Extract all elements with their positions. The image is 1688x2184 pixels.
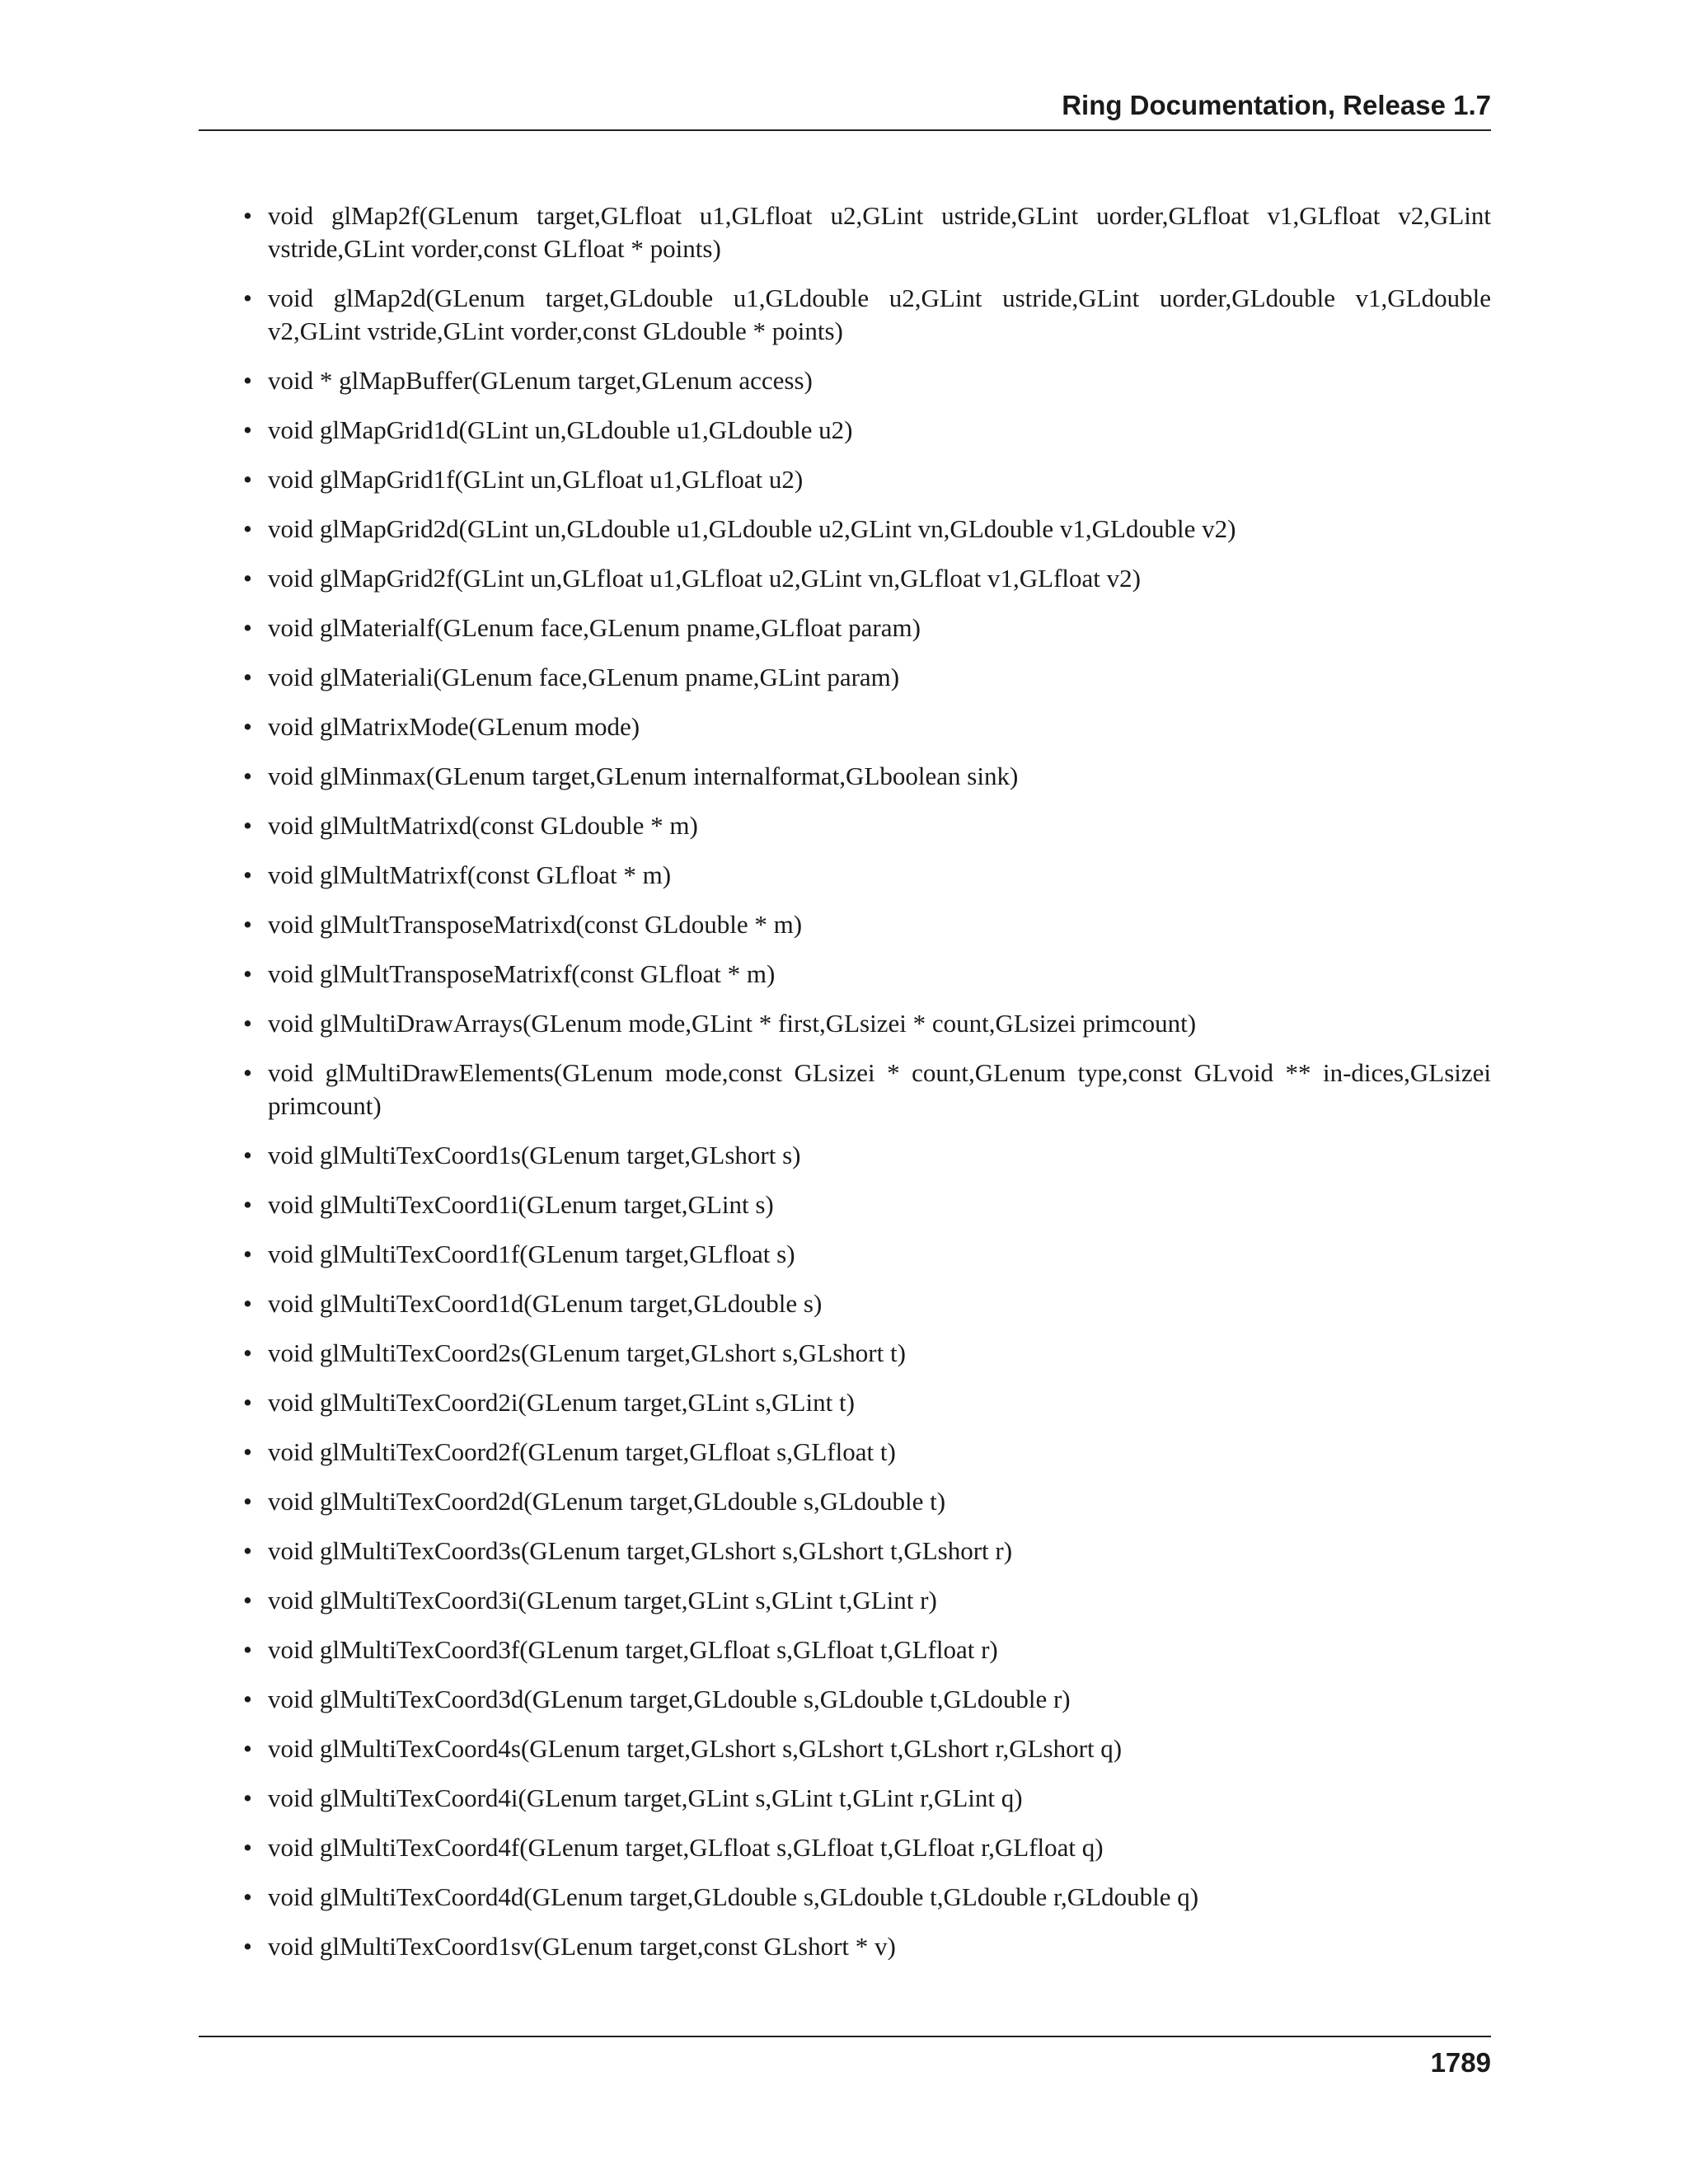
bullet-icon: • <box>243 1190 252 1219</box>
bullet-icon: • <box>243 1536 252 1565</box>
bullet-icon: • <box>243 910 252 939</box>
bullet-icon: • <box>243 1882 252 1911</box>
bullet-icon: • <box>243 762 252 790</box>
bullet-icon: • <box>243 1289 252 1318</box>
bullet-icon: • <box>243 1338 252 1367</box>
page-header-title: Ring Documentation, Release 1.7 <box>1062 90 1491 120</box>
bullet-icon: • <box>243 1141 252 1169</box>
function-signature: void glMapGrid2f(GLint un,GLfloat u1,GLfloat u2,GLint vn,GLfloat v1,GLfloat v2) <box>268 564 1141 593</box>
function-signature: void glMapGrid2d(GLint un,GLdouble u1,GLdouble u2,GLint vn,GLdouble v1,GLdouble v2) <box>268 514 1236 543</box>
list-item <box>243 1139 1491 1172</box>
list-item <box>243 1287 1491 1320</box>
header-rule <box>199 129 1491 131</box>
bullet-icon: • <box>243 1388 252 1417</box>
list-item <box>243 760 1491 793</box>
bullet-icon: • <box>243 415 252 444</box>
bullet-icon: • <box>243 1437 252 1466</box>
function-signature: void glMultMatrixd(const GLdouble * m) <box>268 811 698 840</box>
list-item <box>243 1831 1491 1864</box>
list-item <box>243 1238 1491 1271</box>
function-signature: void glMultiTexCoord3f(GLenum target,GLfloat s,GLfloat t,GLfloat r) <box>268 1635 998 1664</box>
function-signature: void glMultiTexCoord1f(GLenum target,GLfloat s) <box>268 1240 795 1268</box>
function-signature: void glMultiTexCoord3s(GLenum target,GLshort s,GLshort t,GLshort r) <box>268 1536 1013 1565</box>
list-item <box>243 1782 1491 1815</box>
function-signature: void glMapGrid1f(GLint un,GLfloat u1,GLfloat u2) <box>268 465 804 494</box>
list-item <box>243 1732 1491 1765</box>
list-item <box>243 1881 1491 1914</box>
function-signature: void glMap2d(GLenum target,GLdouble u1,GLdouble u2,GLint ustride,GLint uorder,GLdouble v1,GLdouble v2,GLint vstride,GLint vorder,const GLdouble * points) <box>268 284 1491 345</box>
list-item <box>243 463 1491 496</box>
footer-rule <box>199 2036 1491 2037</box>
bullet-icon: • <box>243 811 252 840</box>
function-signature: void glMultiTexCoord4s(GLenum target,GLshort s,GLshort t,GLshort r,GLshort q) <box>268 1734 1123 1763</box>
list-item <box>243 1683 1491 1716</box>
list-item <box>243 1633 1491 1666</box>
bullet-icon: • <box>243 564 252 593</box>
list-item <box>243 661 1491 694</box>
function-signature: void glMaterialf(GLenum face,GLenum pname,GLfloat param) <box>268 613 921 642</box>
function-signature: void * glMapBuffer(GLenum target,GLenum access) <box>268 366 813 395</box>
function-signature: void glMultMatrixf(const GLfloat * m) <box>268 860 672 889</box>
list-item <box>243 1386 1491 1419</box>
list-item <box>243 513 1491 546</box>
function-signature: void glMultiTexCoord1d(GLenum target,GLdouble s) <box>268 1289 823 1318</box>
bullet-icon: • <box>243 1833 252 1862</box>
bullet-icon: • <box>243 201 252 230</box>
bullet-icon: • <box>243 712 252 741</box>
function-signature: void glMultTransposeMatrixd(const GLdouble * m) <box>268 910 803 939</box>
bullet-icon: • <box>243 1586 252 1615</box>
bullet-icon: • <box>243 284 252 312</box>
function-signature: void glMateriali(GLenum face,GLenum pname,GLint param) <box>268 663 900 691</box>
list-item <box>243 1188 1491 1221</box>
list-item <box>243 908 1491 941</box>
list-item <box>243 1057 1491 1122</box>
bullet-icon: • <box>243 1685 252 1713</box>
bullet-icon: • <box>243 1058 252 1087</box>
list-item <box>243 1337 1491 1370</box>
bullet-icon: • <box>243 366 252 395</box>
list-item <box>243 562 1491 595</box>
function-list <box>243 199 1491 1980</box>
function-signature: void glMultiTexCoord1s(GLenum target,GLshort s) <box>268 1141 801 1169</box>
list-item <box>243 612 1491 644</box>
list-item <box>243 199 1491 265</box>
function-signature: void glMultiTexCoord4d(GLenum target,GLdouble s,GLdouble t,GLdouble r,GLdouble q) <box>268 1882 1199 1911</box>
list-item <box>243 364 1491 397</box>
list-item <box>243 414 1491 447</box>
bullet-icon: • <box>243 1932 252 1961</box>
function-signature: void glMultiTexCoord3i(GLenum target,GLint s,GLint t,GLint r) <box>268 1586 937 1615</box>
function-signature: void glMultiTexCoord2i(GLenum target,GLint s,GLint t) <box>268 1388 855 1417</box>
function-signature: void glMultiDrawElements(GLenum mode,const GLsizei * count,GLenum type,const GLvoid ** in-dices,GLsizei primcount) <box>268 1058 1491 1120</box>
bullet-icon: • <box>243 663 252 691</box>
function-signature: void glMultiTexCoord1i(GLenum target,GLint s) <box>268 1190 774 1219</box>
function-signature: void glMultiTexCoord2s(GLenum target,GLshort s,GLshort t) <box>268 1338 906 1367</box>
function-signature: void glMultiTexCoord2d(GLenum target,GLdouble s,GLdouble t) <box>268 1487 946 1516</box>
function-signature: void glMultiTexCoord4f(GLenum target,GLfloat s,GLfloat t,GLfloat r,GLfloat q) <box>268 1833 1104 1862</box>
bullet-icon: • <box>243 613 252 642</box>
bullet-icon: • <box>243 1487 252 1516</box>
function-signature: void glMultiTexCoord3d(GLenum target,GLdouble s,GLdouble t,GLdouble r) <box>268 1685 1071 1713</box>
page-number: 1789 <box>1430 2047 1491 2078</box>
function-signature: void glMultiTexCoord4i(GLenum target,GLint s,GLint t,GLint r,GLint q) <box>268 1783 1023 1812</box>
list-item <box>243 809 1491 842</box>
function-signature: void glMultiDrawArrays(GLenum mode,GLint * first,GLsizei * count,GLsizei primcount) <box>268 1009 1197 1038</box>
bullet-icon: • <box>243 1240 252 1268</box>
bullet-icon: • <box>243 1635 252 1664</box>
function-signature: void glMatrixMode(GLenum mode) <box>268 712 640 741</box>
list-item <box>243 710 1491 743</box>
list-item <box>243 859 1491 892</box>
bullet-icon: • <box>243 1009 252 1038</box>
function-signature: void glMultTransposeMatrixf(const GLfloat * m) <box>268 959 776 988</box>
bullet-icon: • <box>243 465 252 494</box>
list-item <box>243 1584 1491 1617</box>
function-signature: void glMapGrid1d(GLint un,GLdouble u1,GLdouble u2) <box>268 415 853 444</box>
list-item <box>243 1007 1491 1040</box>
list-item <box>243 1535 1491 1568</box>
bullet-icon: • <box>243 1734 252 1763</box>
list-item <box>243 1930 1491 1963</box>
list-item <box>243 282 1491 348</box>
function-signature: void glMultiTexCoord2f(GLenum target,GLfloat s,GLfloat t) <box>268 1437 896 1466</box>
bullet-icon: • <box>243 514 252 543</box>
list-item <box>243 958 1491 991</box>
bullet-icon: • <box>243 959 252 988</box>
function-signature: void glMinmax(GLenum target,GLenum internalformat,GLboolean sink) <box>268 762 1019 790</box>
bullet-icon: • <box>243 860 252 889</box>
function-signature: void glMap2f(GLenum target,GLfloat u1,GLfloat u2,GLint ustride,GLint uorder,GLfloat v1,GLfloat v2,GLint vstride,GLint vorder,const GLfloat * points) <box>268 201 1491 263</box>
list-item <box>243 1436 1491 1469</box>
list-item <box>243 1485 1491 1518</box>
function-signature: void glMultiTexCoord1sv(GLenum target,const GLshort * v) <box>268 1932 896 1961</box>
bullet-icon: • <box>243 1783 252 1812</box>
